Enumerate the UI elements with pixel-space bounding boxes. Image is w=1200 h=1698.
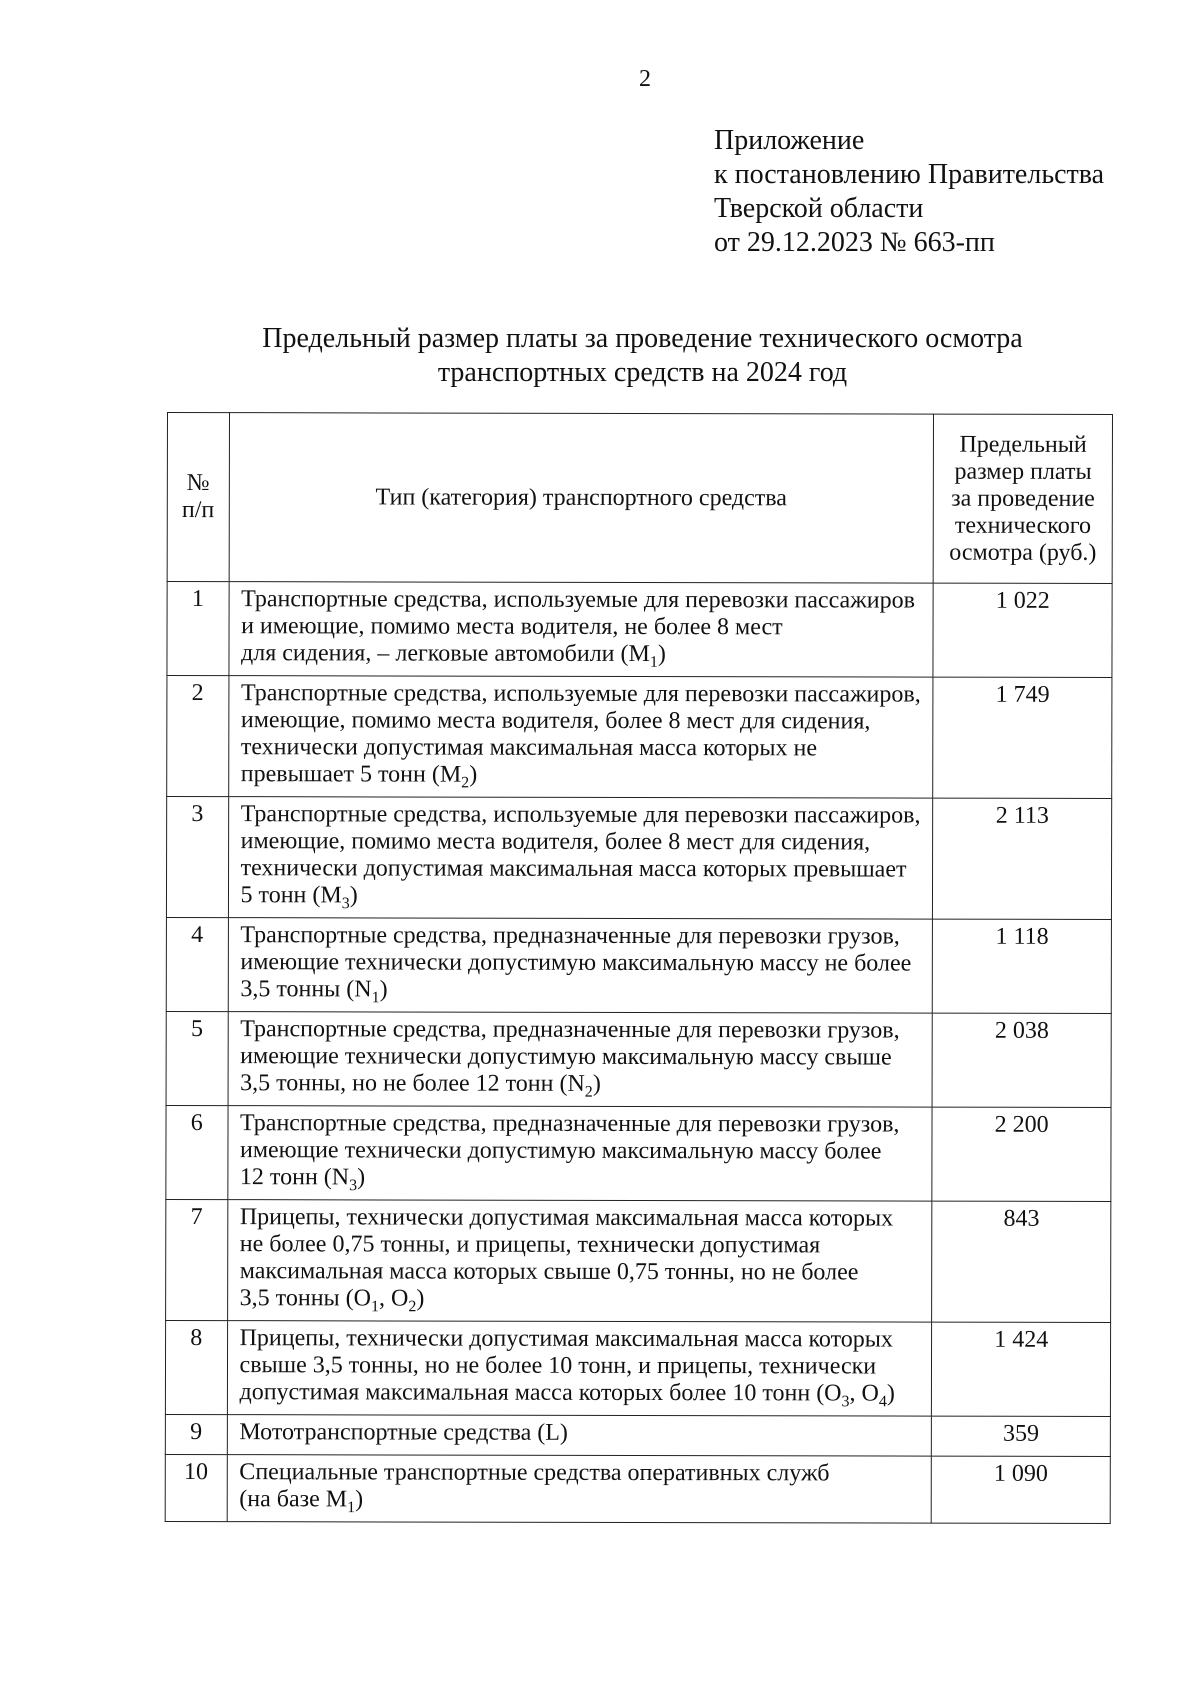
header-line: № (186, 470, 210, 497)
column-header-fee (933, 414, 1112, 583)
header-line: за проведение (951, 485, 1095, 512)
table-row (166, 1105, 1111, 1201)
fee-table (165, 412, 1113, 1524)
table-row (166, 917, 1111, 1013)
appendix-line: Тверской области (714, 193, 924, 224)
vehicle-type-line: превышает 5 тонн $(M_2)$ (240, 761, 478, 792)
vehicle-type-line: имеющие, помимо места водителя, более 8 мест для сидения, (240, 828, 871, 856)
row-number: 3 (166, 797, 228, 918)
row-number: 8 (165, 1320, 227, 1414)
vehicle-type (227, 1106, 932, 1201)
row-number: 6 (166, 1105, 228, 1199)
table-row (165, 1454, 1110, 1523)
table-row (166, 1011, 1111, 1107)
header-line: осмотра (руб.) (949, 539, 1097, 566)
vehicle-type-line: Транспортные средства, предназначенные для перевозки грузов, (240, 1110, 900, 1138)
vehicle-type-line: Транспортные средства, используемые для перевозки пассажиров, (240, 801, 921, 829)
vehicle-type-line: Прицепы, технически допустимая максимальная масса которых (239, 1204, 894, 1232)
vehicle-type-line: допустимая максимальная масса которых более 10 тонн ($O_3$, $O_4$) (239, 1379, 895, 1411)
row-number: 1 (167, 582, 229, 676)
table-row (167, 676, 1112, 799)
header-line: п/п (181, 497, 215, 524)
table-row (165, 1414, 1110, 1456)
vehicle-type-line: имеющие технически допустимую максимальную массу более (239, 1137, 882, 1165)
vehicle-type-line: Прицепы, технически допустимая максимальная масса которых (239, 1325, 893, 1353)
vehicle-type-line: имеющие, помимо места водителя, более 8 мест для сидения, (240, 707, 871, 735)
appendix-line: от 29.12.2023 № 663-пп (714, 227, 995, 258)
fee-value: 1 022 (933, 583, 1112, 677)
vehicle-type-line: 5 тонн $(M_3)$ (240, 882, 358, 913)
appendix-line: Приложение (714, 125, 865, 156)
vehicle-type (227, 1200, 932, 1322)
vehicle-type-line: Транспортные средства, используемые для перевозки пассажиров (241, 586, 915, 614)
vehicle-type-line: для сидения, – легковые автомобили $(M_1)$ (241, 640, 666, 671)
fee-value: 2 038 (932, 1013, 1111, 1107)
vehicle-type-line: 3,5 тонны, но не более 12 тонн $(N_2)$ (240, 1070, 601, 1101)
vehicle-type (228, 918, 933, 1013)
title-line: транспортных средств на 2024 год (437, 357, 848, 388)
table-row (165, 1320, 1110, 1416)
vehicle-type-line: технически допустимая максимальная масса которых не (240, 734, 818, 762)
vehicle-type-line: 12 тонн $(N_3)$ (239, 1164, 366, 1195)
fee-value: 359 (932, 1416, 1111, 1456)
vehicle-type-line: Транспортные средства, предназначенные для перевозки грузов, (240, 922, 900, 950)
vehicle-type (227, 1455, 932, 1523)
vehicle-type-line: Транспортные средства, используемые для перевозки пассажиров, (240, 680, 921, 708)
table-row (167, 582, 1112, 678)
column-header-number (167, 413, 229, 582)
table-row (166, 797, 1111, 920)
vehicle-type-line: максимальная масса которых свыше 0,75 тонны, но не более (239, 1258, 859, 1286)
table-header-row (167, 413, 1112, 584)
vehicle-type-line: 3,5 тонны $(N_1)$ (240, 976, 388, 1007)
table-row (166, 1199, 1111, 1322)
appendix-line: к постановлению Правительства (714, 159, 1105, 190)
fee-value: 1 424 (932, 1322, 1111, 1416)
fee-value: 843 (932, 1201, 1111, 1322)
fee-value: 1 749 (933, 677, 1112, 798)
header-line: размер платы (954, 458, 1092, 485)
vehicle-type-line: (на базе $M_1$) (239, 1486, 364, 1517)
header-line: Предельный (959, 431, 1087, 458)
row-number: 10 (165, 1454, 227, 1521)
vehicle-type-line: Мототранспортные средства (L) (239, 1419, 568, 1446)
vehicle-type-line: Специальные транспортные средства оперативных служб (239, 1459, 830, 1487)
page-number: 2 (639, 66, 651, 92)
row-number: 4 (166, 917, 228, 1011)
title-line: Предельный размер платы за проведение технического осмотра (262, 323, 1023, 354)
fee-value: 1 090 (932, 1456, 1111, 1523)
vehicle-type (228, 1012, 933, 1107)
fee-value: 1 118 (933, 919, 1112, 1013)
vehicle-type-line: свыше 3,5 тонны, но не более 10 тонн, и прицепы, технически (239, 1352, 877, 1380)
vehicle-type-line: имеющие технически допустимую максимальную массу не более (240, 949, 912, 977)
document-title (160, 322, 1125, 390)
table-body (165, 582, 1112, 1524)
vehicle-type (228, 797, 933, 919)
vehicle-type (227, 1321, 932, 1416)
column-header-type: Тип (категория) транспортного средства (229, 413, 934, 583)
vehicle-type-line: имеющие технически допустимую максимальную массу свыше (240, 1043, 892, 1071)
vehicle-type (228, 676, 933, 798)
vehicle-type-line: технически допустимая максимальная масса которых превышает (240, 855, 907, 883)
row-number: 5 (166, 1011, 228, 1105)
fee-value: 2 113 (933, 798, 1112, 919)
vehicle-type (228, 582, 933, 677)
fee-value: 2 200 (932, 1107, 1111, 1201)
row-number: 7 (166, 1199, 228, 1320)
header-line: технического (954, 512, 1092, 539)
vehicle-type-line: не более 0,75 тонны, и прицепы, технически допустимая (239, 1231, 821, 1259)
row-number: 9 (165, 1414, 227, 1454)
appendix-heading (714, 124, 1104, 260)
vehicle-type (227, 1415, 932, 1456)
vehicle-type-line: 3,5 тонны ($O_1$, $O_2$) (239, 1285, 425, 1316)
row-number: 2 (167, 676, 229, 797)
vehicle-type-line: Транспортные средства, предназначенные для перевозки грузов, (240, 1016, 900, 1044)
vehicle-type-line: и имеющие, помимо места водителя, не более 8 мест (241, 613, 783, 641)
